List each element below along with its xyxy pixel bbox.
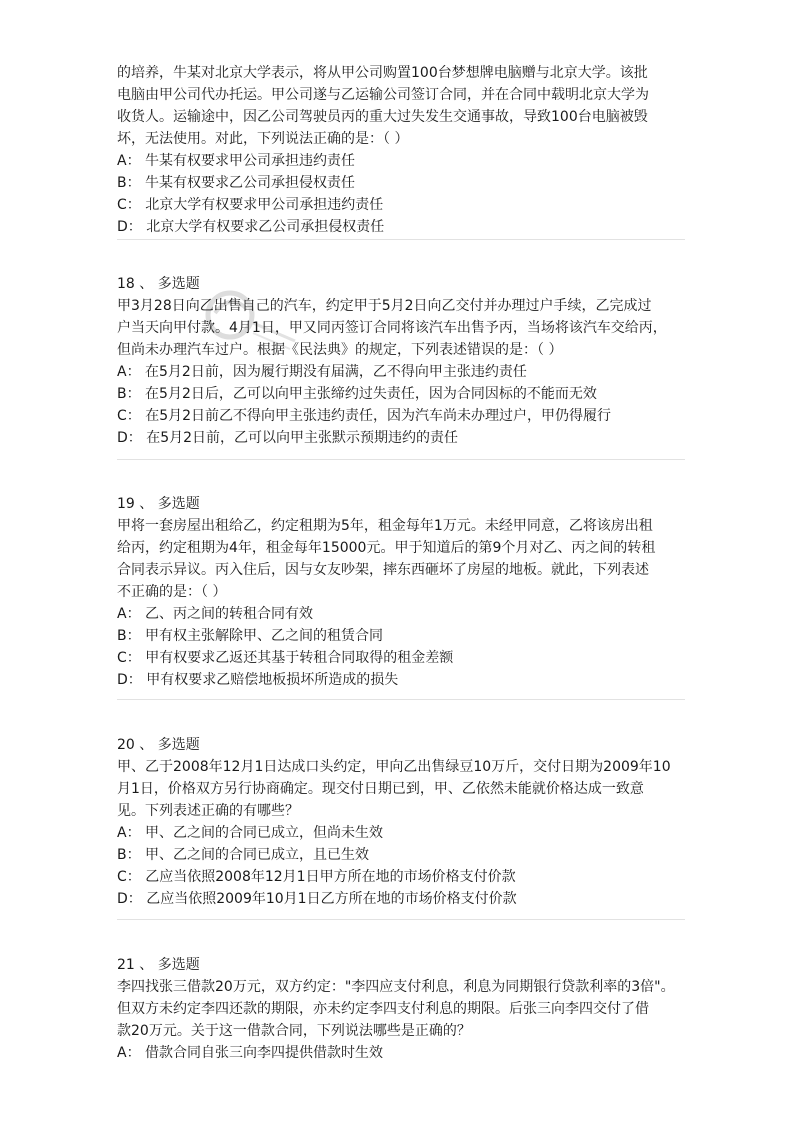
question-18-stem-line-3: 但尚未办理汽车过户。根据《民法典》的规定，下列表述错误的是：（ ） — [117, 342, 563, 358]
question-18-stem-line-1: 甲3月28日向乙出售自己的汽车，约定甲于5月2日向乙交付并办理过户手续，乙完成过 — [117, 298, 652, 314]
question-20-option-b: B： 甲、乙之间的合同已成立，且已生效 — [117, 847, 370, 863]
question-19 — [117, 493, 687, 691]
question-20 — [117, 734, 687, 910]
divider — [117, 459, 685, 460]
question-19-stem-line-4: 不正确的是：（ ） — [117, 584, 227, 600]
divider — [117, 239, 685, 240]
question-19-stem-line-3: 合同表示异议。丙入住后，因与女友吵架，摔东西砸坏了房屋的地板。就此，下列表述 — [117, 562, 649, 578]
question-17-option-d: D： 北京大学有权要求乙公司承担侵权责任 — [117, 219, 385, 235]
question-19-option-a: A： 乙、丙之间的转租合同有效 — [117, 606, 314, 622]
question-21-stem-line-3: 款20万元。关于这一借款合同，下列说法哪些是正确的？ — [117, 1023, 471, 1039]
question-17 — [117, 62, 687, 238]
question-21-stem-line-2: 但双方未约定李四还款的期限，亦未约定李四支付利息的期限。后张三向李四交付了借 — [117, 1001, 649, 1017]
question-18-option-d: D： 在5月2日前，乙可以向甲主张默示预期违约的责任 — [117, 430, 459, 446]
question-19-option-b: B： 甲有权主张解除甲、乙之间的租赁合同 — [117, 628, 384, 644]
question-19-header: 19 、 多选题 — [117, 496, 200, 512]
question-19-stem-line-1: 甲将一套房屋出租给乙，约定租期为5年，租金每年1万元。未经甲同意，乙将该房出租 — [117, 518, 653, 534]
question-19-stem-line-2: 给丙，约定租期为4年，租金每年15000元。甲于知道后的第9个月对乙、丙之间的转租 — [117, 540, 656, 556]
divider — [117, 699, 685, 700]
question-19-option-d: D： 甲有权要求乙赔偿地板损坏所造成的损失 — [117, 672, 399, 688]
question-17-option-c: C： 北京大学有权要求甲公司承担违约责任 — [117, 197, 384, 213]
question-17-stem-line-2: 电脑由甲公司代办托运。甲公司遂与乙运输公司签订合同，并在合同中载明北京大学为 — [117, 87, 649, 103]
question-18-option-a: A： 在5月2日前，因为履行期没有届满，乙不得向甲主张违约责任 — [117, 364, 527, 380]
question-18-option-b: B： 在5月2日后，乙可以向甲主张缔约过失责任，因为合同因标的不能而无效 — [117, 386, 597, 402]
question-18-header: 18 、 多选题 — [117, 276, 200, 292]
question-17-stem-line-3: 收货人。运输途中，因乙公司驾驶员丙的重大过失发生交通事故，导致100台电脑被毁 — [117, 109, 648, 125]
divider — [117, 919, 685, 920]
question-20-header: 20 、 多选题 — [117, 737, 200, 753]
question-19-option-c: C： 甲有权要求乙返还其基于转租合同取得的租金差额 — [117, 650, 454, 666]
question-20-stem-line-1: 甲、乙于2008年12月1日达成口头约定，甲向乙出售绿豆10万斤，交付日期为2009年10 — [117, 759, 671, 775]
question-18-option-c: C： 在5月2日前乙不得向甲主张违约责任，因为汽车尚未办理过户，甲仍得履行 — [117, 408, 612, 424]
question-18-stem-line-2: 户当天向甲付款。4月1日，甲又同丙签订合同将该汽车出售予丙，当场将该汽车交给丙， — [117, 320, 667, 336]
question-21-option-a: A： 借款合同自张三向李四提供借款时生效 — [117, 1045, 384, 1061]
question-20-stem-line-2: 月1日，价格双方另行协商确定。现交付日期已到，甲、乙依然未能就价格达成一致意 — [117, 781, 644, 797]
question-21-header: 21 、 多选题 — [117, 957, 200, 973]
question-20-option-d: D： 乙应当依照2009年10月1日乙方所在地的市场价格支付价款 — [117, 891, 517, 907]
question-20-option-c: C： 乙应当依照2008年12月1日甲方所在地的市场价格支付价款 — [117, 869, 516, 885]
question-20-option-a: A： 甲、乙之间的合同已成立，但尚未生效 — [117, 825, 384, 841]
question-17-stem-line-1: 的培养，牛某对北京大学表示，将从甲公司购置100台梦想牌电脑赠与北京大学。该批 — [117, 65, 648, 81]
question-18 — [117, 273, 687, 449]
question-17-option-a: A： 牛某有权要求甲公司承担违约责任 — [117, 153, 356, 169]
question-20-stem-line-3: 见。下列表述正确的有哪些？ — [117, 803, 299, 819]
question-21-stem-line-1: 李四找张三借款20万元，双方约定："李四应支付利息，利息为同期银行贷款利率的3倍"。 — [117, 979, 675, 995]
question-17-option-b: B： 牛某有权要求乙公司承担侵权责任 — [117, 175, 356, 191]
question-17-stem-line-4: 坏，无法使用。对此，下列说法正确的是：（ ） — [117, 131, 409, 147]
question-21 — [117, 954, 687, 1064]
